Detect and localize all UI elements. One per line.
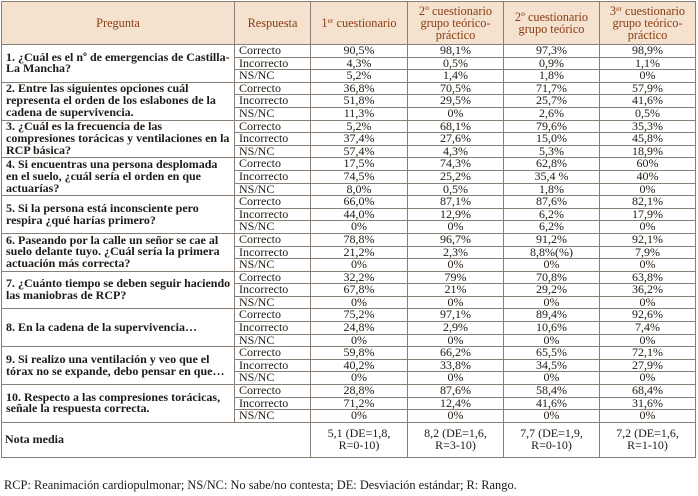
header-col-1-rest: cuestionario <box>333 16 397 30</box>
value-cell: 12,9% <box>408 208 504 221</box>
value-cell: 89,4% <box>504 309 600 322</box>
header-col-1-sup: er <box>327 16 334 25</box>
value-cell: 60% <box>600 158 696 171</box>
response-label: Incorrecto <box>235 397 311 410</box>
value-cell: 34,5% <box>504 359 600 372</box>
value-cell: 70,8% <box>504 271 600 284</box>
value-cell: 0% <box>600 221 696 234</box>
response-label: Incorrecto <box>235 246 311 259</box>
response-label: Correcto <box>235 309 311 322</box>
value-cell: 0,5% <box>408 183 504 196</box>
value-cell: 0% <box>600 334 696 347</box>
response-label: Incorrecto <box>235 133 311 146</box>
value-cell: 0% <box>408 410 504 423</box>
header-col-4 <box>600 2 696 45</box>
mean-label: Nota media <box>2 422 311 457</box>
value-cell: 96,7% <box>408 233 504 246</box>
value-cell: 0% <box>504 372 600 385</box>
value-cell: 0% <box>600 296 696 309</box>
header-col-2-num: 2º cuestionario <box>418 4 493 18</box>
question-text: 10. Respecto a las compresiones torácicas, señale la respuesta correcta. <box>2 385 235 423</box>
response-label: NS/NC <box>235 372 311 385</box>
value-cell: 35,4 % <box>504 170 600 183</box>
value-cell: 1,8% <box>504 70 600 83</box>
value-cell: 1,8% <box>504 183 600 196</box>
response-label: NS/NC <box>235 183 311 196</box>
question-text: 1. ¿Cuál es el nº de emergencias de Castilla-La Mancha? <box>2 45 235 83</box>
value-cell: 75,2% <box>311 309 408 322</box>
value-cell: 35,3% <box>600 120 696 133</box>
response-label: Incorrecto <box>235 57 311 70</box>
response-label: Incorrecto <box>235 95 311 108</box>
response-label: Correcto <box>235 158 311 171</box>
value-cell: 92,6% <box>600 309 696 322</box>
question-text: 6. Paseando por la calle un señor se cae al suelo delante tuyo. ¿Cuál sería la primera actuación más correcta? <box>2 233 235 271</box>
response-label: Correcto <box>235 233 311 246</box>
value-cell: 8,0% <box>311 183 408 196</box>
value-cell: 0% <box>504 259 600 272</box>
value-cell: 40,2% <box>311 359 408 372</box>
header-col-1 <box>311 2 408 45</box>
question-text: 5. Si la persona está inconsciente pero respira ¿qué harías primero? <box>2 196 235 234</box>
value-cell: 0,5% <box>408 57 504 70</box>
value-cell: 0% <box>311 410 408 423</box>
value-cell: 5,2% <box>311 120 408 133</box>
value-cell: 79% <box>408 271 504 284</box>
question-text: 4. Si encuentras una persona desplomada en el suelo, ¿cuál sería el orden en que actuarías? <box>2 158 235 196</box>
value-cell: 90,5% <box>311 45 408 58</box>
value-cell: 41,6% <box>504 397 600 410</box>
value-cell: 0,9% <box>504 57 600 70</box>
response-label: Correcto <box>235 271 311 284</box>
value-cell: 63,8% <box>600 271 696 284</box>
value-cell: 41,6% <box>600 95 696 108</box>
value-cell: 27,6% <box>408 133 504 146</box>
value-cell: 12,4% <box>408 397 504 410</box>
value-cell: 31,6% <box>600 397 696 410</box>
value-cell: 58,4% <box>504 385 600 398</box>
value-cell: 0% <box>408 107 504 120</box>
value-cell: 0% <box>600 372 696 385</box>
header-col-4-sup: er <box>616 4 622 13</box>
value-cell: 24,8% <box>311 322 408 335</box>
value-cell: 0% <box>408 334 504 347</box>
value-cell: 82,1% <box>600 196 696 209</box>
value-cell: 1,4% <box>408 70 504 83</box>
value-cell: 2,9% <box>408 322 504 335</box>
value-cell: 68,1% <box>408 120 504 133</box>
mean-value: 7,2 (DE=1,6, R=1-10) <box>600 422 696 457</box>
response-label: Correcto <box>235 347 311 360</box>
value-cell: 0% <box>311 334 408 347</box>
value-cell: 2,3% <box>408 246 504 259</box>
header-col-3-rest: grupo teórico <box>518 22 585 36</box>
value-cell: 0% <box>600 259 696 272</box>
value-cell: 71,2% <box>311 397 408 410</box>
value-cell: 33,8% <box>408 359 504 372</box>
value-cell: 87,6% <box>504 196 600 209</box>
value-cell: 0% <box>311 296 408 309</box>
value-cell: 0% <box>311 259 408 272</box>
value-cell: 98,9% <box>600 45 696 58</box>
value-cell: 40% <box>600 170 696 183</box>
value-cell: 36,2% <box>600 284 696 297</box>
header-row <box>2 2 696 45</box>
response-label: NS/NC <box>235 410 311 423</box>
value-cell: 98,1% <box>408 45 504 58</box>
value-cell: 67,8% <box>311 284 408 297</box>
value-cell: 74,3% <box>408 158 504 171</box>
value-cell: 6,2% <box>504 208 600 221</box>
header-respuesta: Respuesta <box>235 2 311 45</box>
value-cell: 0% <box>600 410 696 423</box>
response-label: Incorrecto <box>235 322 311 335</box>
question-text: 3. ¿Cuál es la frecuencia de las compresiones torácicas y ventilaciones en la RCP básica? <box>2 120 235 158</box>
response-label: Correcto <box>235 120 311 133</box>
value-cell: 25,7% <box>504 95 600 108</box>
value-cell: 29,2% <box>504 284 600 297</box>
response-label: NS/NC <box>235 296 311 309</box>
header-col-1-num: 1 <box>321 16 328 30</box>
response-label: Correcto <box>235 196 311 209</box>
value-cell: 21,2% <box>311 246 408 259</box>
response-label: NS/NC <box>235 70 311 83</box>
value-cell: 0% <box>408 221 504 234</box>
value-cell: 57,9% <box>600 82 696 95</box>
response-label: NS/NC <box>235 145 311 158</box>
value-cell: 0% <box>408 372 504 385</box>
value-cell: 11,3% <box>311 107 408 120</box>
results-table <box>1 1 696 458</box>
header-col-4-rest: cuestionario grupo teórico-práctico <box>612 4 686 42</box>
value-cell: 51,8% <box>311 95 408 108</box>
response-label: Correcto <box>235 45 311 58</box>
header-pregunta: Pregunta <box>2 2 235 45</box>
value-cell: 8,8%(%) <box>504 246 600 259</box>
value-cell: 70,5% <box>408 82 504 95</box>
value-cell: 68,4% <box>600 385 696 398</box>
value-cell: 0% <box>408 296 504 309</box>
value-cell: 87,1% <box>408 196 504 209</box>
value-cell: 97,1% <box>408 309 504 322</box>
mean-row <box>2 422 696 457</box>
value-cell: 29,5% <box>408 95 504 108</box>
value-cell: 18,9% <box>600 145 696 158</box>
value-cell: 36,8% <box>311 82 408 95</box>
value-cell: 0,5% <box>600 107 696 120</box>
value-cell: 87,6% <box>408 385 504 398</box>
response-label: NS/NC <box>235 334 311 347</box>
value-cell: 79,6% <box>504 120 600 133</box>
question-text: 2. Entre las siguientes opciones cuál representa el orden de los eslabones de la cadena de supervivencia. <box>2 82 235 120</box>
response-label: NS/NC <box>235 107 311 120</box>
value-cell: 28,8% <box>311 385 408 398</box>
value-cell: 7,9% <box>600 246 696 259</box>
response-label: Correcto <box>235 82 311 95</box>
value-cell: 0% <box>504 334 600 347</box>
value-cell: 0% <box>311 221 408 234</box>
value-cell: 15,0% <box>504 133 600 146</box>
value-cell: 72,1% <box>600 347 696 360</box>
table-footnote: RCP: Reanimación cardiopulmonar; NS/NC: No sabe/no contesta; DE: Desviación estándar; R: Rango. <box>4 478 517 492</box>
response-label: NS/NC <box>235 221 311 234</box>
response-label: Incorrecto <box>235 284 311 297</box>
value-cell: 62,8% <box>504 158 600 171</box>
value-cell: 97,3% <box>504 45 600 58</box>
question-text: 8. En la cadena de la supervivencia… <box>2 309 235 347</box>
value-cell: 17,5% <box>311 158 408 171</box>
value-cell: 66,2% <box>408 347 504 360</box>
value-cell: 2,6% <box>504 107 600 120</box>
value-cell: 21% <box>408 284 504 297</box>
value-cell: 65,5% <box>504 347 600 360</box>
value-cell: 7,4% <box>600 322 696 335</box>
value-cell: 17,9% <box>600 208 696 221</box>
value-cell: 10,6% <box>504 322 600 335</box>
value-cell: 4,3% <box>311 57 408 70</box>
response-label: Incorrecto <box>235 208 311 221</box>
value-cell: 44,0% <box>311 208 408 221</box>
value-cell: 25,2% <box>408 170 504 183</box>
value-cell: 37,4% <box>311 133 408 146</box>
value-cell: 91,2% <box>504 233 600 246</box>
mean-value: 8,2 (DE=1,6, R=3-10) <box>408 422 504 457</box>
question-text: 9. Si realizo una ventilación y veo que el tórax no se expande, debo pensar en que… <box>2 347 235 385</box>
header-col-4-num: 3 <box>609 4 617 18</box>
header-col-3-num: 2º cuestionario <box>514 10 589 24</box>
response-label: NS/NC <box>235 259 311 272</box>
value-cell: 78,8% <box>311 233 408 246</box>
question-text: 7. ¿Cuánto tiempo se deben seguir haciendo las maniobras de RCP? <box>2 271 235 309</box>
value-cell: 74,5% <box>311 170 408 183</box>
value-cell: 0% <box>504 296 600 309</box>
value-cell: 0% <box>600 183 696 196</box>
value-cell: 66,0% <box>311 196 408 209</box>
value-cell: 45,8% <box>600 133 696 146</box>
value-cell: 4,3% <box>408 145 504 158</box>
value-cell: 71,7% <box>504 82 600 95</box>
value-cell: 0% <box>600 70 696 83</box>
value-cell: 59,8% <box>311 347 408 360</box>
response-label: Incorrecto <box>235 359 311 372</box>
value-cell: 6,2% <box>504 221 600 234</box>
value-cell: 5,2% <box>311 70 408 83</box>
header-col-3 <box>504 2 600 45</box>
value-cell: 57,4% <box>311 145 408 158</box>
value-cell: 0% <box>408 259 504 272</box>
value-cell: 32,2% <box>311 271 408 284</box>
response-label: Incorrecto <box>235 170 311 183</box>
value-cell: 92,1% <box>600 233 696 246</box>
value-cell: 0% <box>311 372 408 385</box>
value-cell: 5,3% <box>504 145 600 158</box>
value-cell: 1,1% <box>600 57 696 70</box>
mean-value: 5,1 (DE=1,8, R=0-10) <box>311 422 408 457</box>
value-cell: 27,9% <box>600 359 696 372</box>
header-col-2-rest: grupo teórico-práctico <box>420 16 491 42</box>
response-label: Correcto <box>235 385 311 398</box>
mean-value: 7,7 (DE=1,9, R=0-10) <box>504 422 600 457</box>
value-cell: 0% <box>504 410 600 423</box>
header-col-2 <box>408 2 504 45</box>
